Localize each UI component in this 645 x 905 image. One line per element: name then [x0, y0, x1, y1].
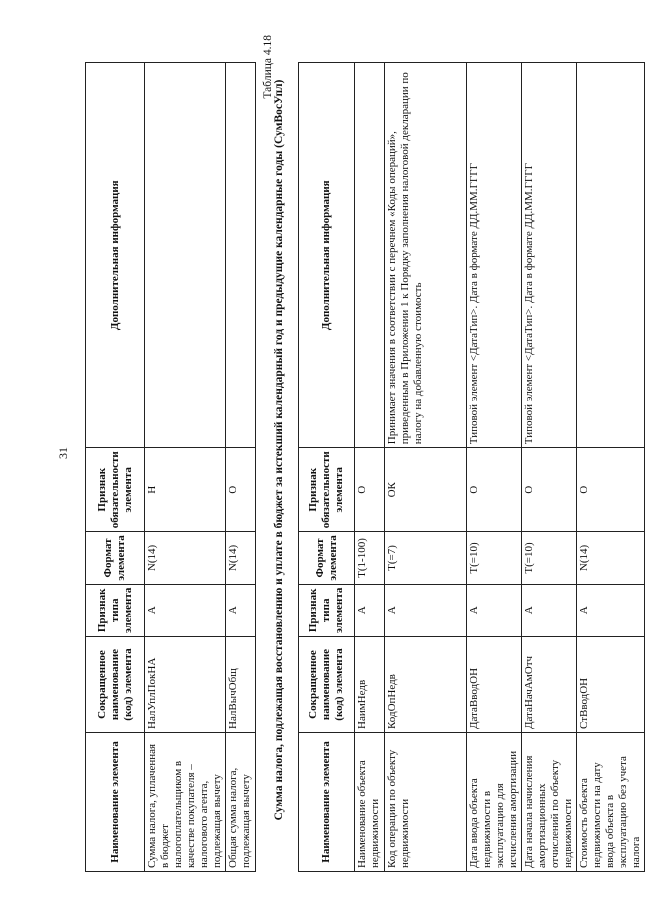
cell-required: О [467, 448, 522, 532]
cell-format: N(14) [577, 532, 645, 584]
header-type: Признак типа элемента [86, 584, 145, 636]
cell-required: ОК [385, 448, 467, 532]
cell-name: Общая сумма налога, подлежащая вычету [226, 733, 256, 872]
table-row [226, 63, 256, 872]
table-header-row [299, 63, 355, 872]
cell-type: А [226, 584, 256, 636]
header-format: Формат элемента [299, 532, 355, 584]
cell-short: КодОпНедв [385, 637, 467, 733]
cell-type: А [577, 584, 645, 636]
table-caption: Таблица 4.18 [262, 35, 274, 99]
cell-required: Н [145, 448, 226, 532]
header-name: Наименование элемента [299, 733, 355, 872]
cell-short: ДатаВводОН [467, 637, 522, 733]
cell-info: Типовой элемент <ДатаТип>. Дата в формате ДД.ММ.ГГГГ [522, 63, 577, 448]
cell-required: О [577, 448, 645, 532]
header-short: Сокращенное наименование (код) элемента [86, 637, 145, 733]
header-name: Наименование элемента [86, 733, 145, 872]
cell-format: N(14) [226, 532, 256, 584]
table-elements-2 [298, 62, 645, 872]
table-row [145, 63, 226, 872]
cell-info [145, 63, 226, 448]
cell-required: О [522, 448, 577, 532]
table-header-row [86, 63, 145, 872]
cell-info [355, 63, 385, 448]
cell-name: Наименование объекта недвижимости [355, 733, 385, 872]
table-row [522, 63, 577, 872]
header-required: Признак обязательности элемента [86, 448, 145, 532]
cell-format: T(=10) [522, 532, 577, 584]
header-info: Дополнительная информация [299, 63, 355, 448]
cell-info [577, 63, 645, 448]
cell-name: Сумма налога, уплаченная в бюджет налогоплательщиком в качестве покупателя – налогового агента, подлежащая вычету [145, 733, 226, 872]
cell-info [226, 63, 256, 448]
cell-name: Дата начала начисления амортизационных отчислений по объекту недвижимости [522, 733, 577, 872]
header-type: Признак типа элемента [299, 584, 355, 636]
header-short: Сокращенное наименование (код) элемента [299, 637, 355, 733]
cell-short: НалВычОбщ [226, 637, 256, 733]
table-row [467, 63, 522, 872]
table-row [355, 63, 385, 872]
header-format: Формат элемента [86, 532, 145, 584]
cell-type: А [145, 584, 226, 636]
cell-required: О [355, 448, 385, 532]
cell-short: НаимНедв [355, 637, 385, 733]
cell-required: О [226, 448, 256, 532]
cell-type: А [355, 584, 385, 636]
table-row [385, 63, 467, 872]
page-number: 31 [56, 447, 70, 459]
cell-type: А [385, 584, 467, 636]
table-row [577, 63, 645, 872]
cell-info: Принимает значения в соответствии с перечнем «Коды операций», приведенным в Приложении 1 к Порядку заполнения налоговой декларации по налогу на добавленную стоимость [385, 63, 467, 448]
cell-format: T(1-100) [355, 532, 385, 584]
section-title: Сумма налога, подлежащая восстановлению и уплате в бюджет за истекший календарный год и предыдущие календарные годы (СумВосУпл) [273, 79, 285, 821]
header-info: Дополнительная информация [86, 63, 145, 448]
cell-name: Стоимость объекта недвижимости на дату ввода объекта в эксплуатацию без учета налога [577, 733, 645, 872]
cell-info: Типовой элемент <ДатаТип>. Дата в формате ДД.ММ.ГГГГ [467, 63, 522, 448]
cell-short: НалУплПокНА [145, 637, 226, 733]
table-elements-1 [85, 62, 256, 872]
cell-format: N(14) [145, 532, 226, 584]
cell-name: Дата ввода объекта недвижимости в эксплуатацию для исчисления амортизации [467, 733, 522, 872]
cell-type: А [467, 584, 522, 636]
cell-format: T(=7) [385, 532, 467, 584]
cell-format: T(=10) [467, 532, 522, 584]
header-required: Признак обязательности элемента [299, 448, 355, 532]
cell-name: Код операции по объекту недвижимости [385, 733, 467, 872]
cell-short: ДатаНачАмОтч [522, 637, 577, 733]
cell-short: СтВводОН [577, 637, 645, 733]
cell-type: А [522, 584, 577, 636]
